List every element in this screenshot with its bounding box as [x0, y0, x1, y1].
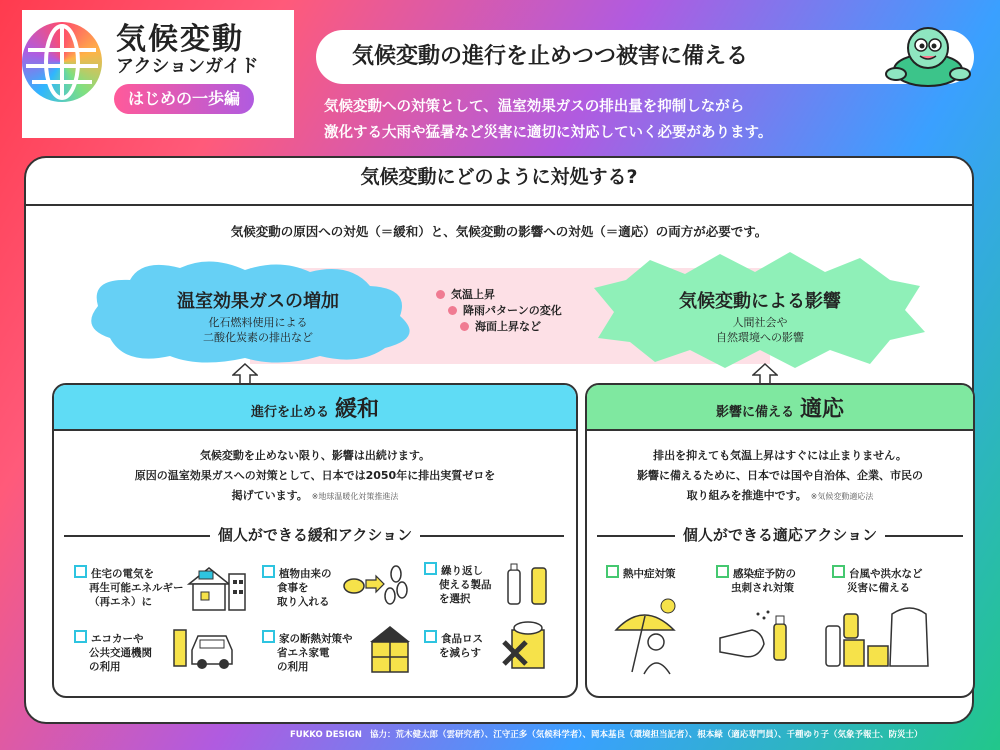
- checkbox-icon: [74, 630, 87, 643]
- adaptation-title: 影響に備える 適応: [715, 397, 845, 422]
- adaptation-body: 排出を抑えても気温上昇はすぐには止まりません。 影響に備えるために、日本では国や自治体、企業、市民の 取り組みを推進中です。 ※気候変動適応法: [637, 449, 923, 502]
- insulated-house-icon: [366, 620, 414, 674]
- impact-title: 気候変動による影響: [679, 291, 841, 312]
- adaptation-section: 個人ができる適応アクション: [587, 524, 973, 545]
- mitigation-body: 気候変動を止めない限り、影響は出続けます。 原因の温室効果ガスへの対策として、日本では2050年に排出実質ゼロを 掲げています。 ※地球温暖化対策推進法: [134, 449, 496, 502]
- bullet-dot-icon: [436, 290, 445, 299]
- mitigation-action-plant-food: 植物由来の 食事を 取り入れる: [262, 565, 332, 609]
- ev-car-icon: [172, 624, 236, 672]
- mitigation-action-food-loss: 食品ロス を減らす: [424, 630, 483, 660]
- cause-title: 温室効果ガスの増加: [177, 291, 339, 312]
- solar-house-icon: [185, 560, 247, 612]
- mitigation-action-reusable: 繰り返し 使える製品 を選択: [424, 562, 492, 606]
- divider: [26, 204, 972, 206]
- checkbox-icon: [716, 565, 729, 578]
- emergency-kit-icon: [824, 600, 934, 672]
- adaptation-action-disaster: 台風や洪水など 災害に備える: [832, 565, 923, 595]
- meat-to-beans-icon: [340, 562, 412, 606]
- footer: [290, 728, 980, 740]
- turtle-mascot-icon: [882, 18, 974, 90]
- cloud-shape: [80, 258, 430, 368]
- adaptation-action-heatstroke: 熱中症対策: [606, 565, 676, 581]
- checkbox-icon: [74, 565, 87, 578]
- checkbox-icon: [424, 562, 437, 575]
- checkbox-icon: [832, 565, 845, 578]
- logo-badge: はじめの一歩編: [114, 84, 254, 114]
- checkbox-icon: [606, 565, 619, 578]
- globe-grid: [22, 22, 102, 102]
- effect-item: 降雨パターンの変化: [448, 302, 562, 318]
- mitigation-action-ecocar: エコカーや 公共交通機関 の利用: [74, 630, 152, 674]
- reusable-bottle-icon: [502, 560, 552, 608]
- checkbox-icon: [262, 630, 275, 643]
- intro-text: 気候変動への対策として、温室効果ガスの排出量を抑制しながら 激化する大雨や猛暑など災害に適切に対応していく必要があります。: [324, 99, 773, 141]
- brand-logo: FUKKO DESIGN: [290, 730, 362, 740]
- mitigation-section: 個人ができる緩和アクション: [54, 524, 576, 545]
- adaptation-action-insect: 感染症予防の 虫刺され対策: [716, 565, 796, 595]
- credits: 協力：荒木健太郎（雲研究者）、江守正多（気候科学者）、岡本基良（環境担当記者）、根本緑（適応専門員）、千種ゆり子（気象予報士、防災士）: [369, 730, 923, 740]
- lead-text: 気候変動の原因への対処（＝緩和）と、気候変動の影響への対処（＝適応）の両方が必要です。: [230, 224, 768, 239]
- logo-subtitle: アクションガイド: [116, 56, 259, 77]
- up-arrow-icon: [232, 363, 258, 385]
- mitigation-title: 進行を止める 緩和: [250, 397, 380, 422]
- panel-title: 気候変動にどのように対処する?: [360, 166, 638, 188]
- mitigation-action-insulation: 家の断熱対策や 省エネ家電 の利用: [262, 630, 353, 674]
- logo-title: 気候変動: [116, 22, 244, 57]
- impact-subtitle: 人間社会や 自然環境への影響: [716, 316, 804, 344]
- checkbox-icon: [262, 565, 275, 578]
- up-arrow-icon: [752, 363, 778, 385]
- bullet-dot-icon: [460, 322, 469, 331]
- umbrella-person-icon: [612, 596, 686, 676]
- insect-repellent-icon: [718, 604, 798, 668]
- mitigation-action-renewable: 住宅の電気を 再生可能エネルギー （再エネ）に: [74, 565, 184, 609]
- effect-item: 気温上昇: [436, 286, 495, 302]
- cause-subtitle: 化石燃料使用による 二酸化炭素の排出など: [203, 316, 313, 344]
- checkbox-icon: [424, 630, 437, 643]
- headline: 気候変動の進行を止めつつ被害に備える: [316, 30, 974, 84]
- food-loss-icon: [500, 618, 556, 672]
- bullet-dot-icon: [448, 306, 457, 315]
- effect-item: 海面上昇など: [460, 318, 541, 334]
